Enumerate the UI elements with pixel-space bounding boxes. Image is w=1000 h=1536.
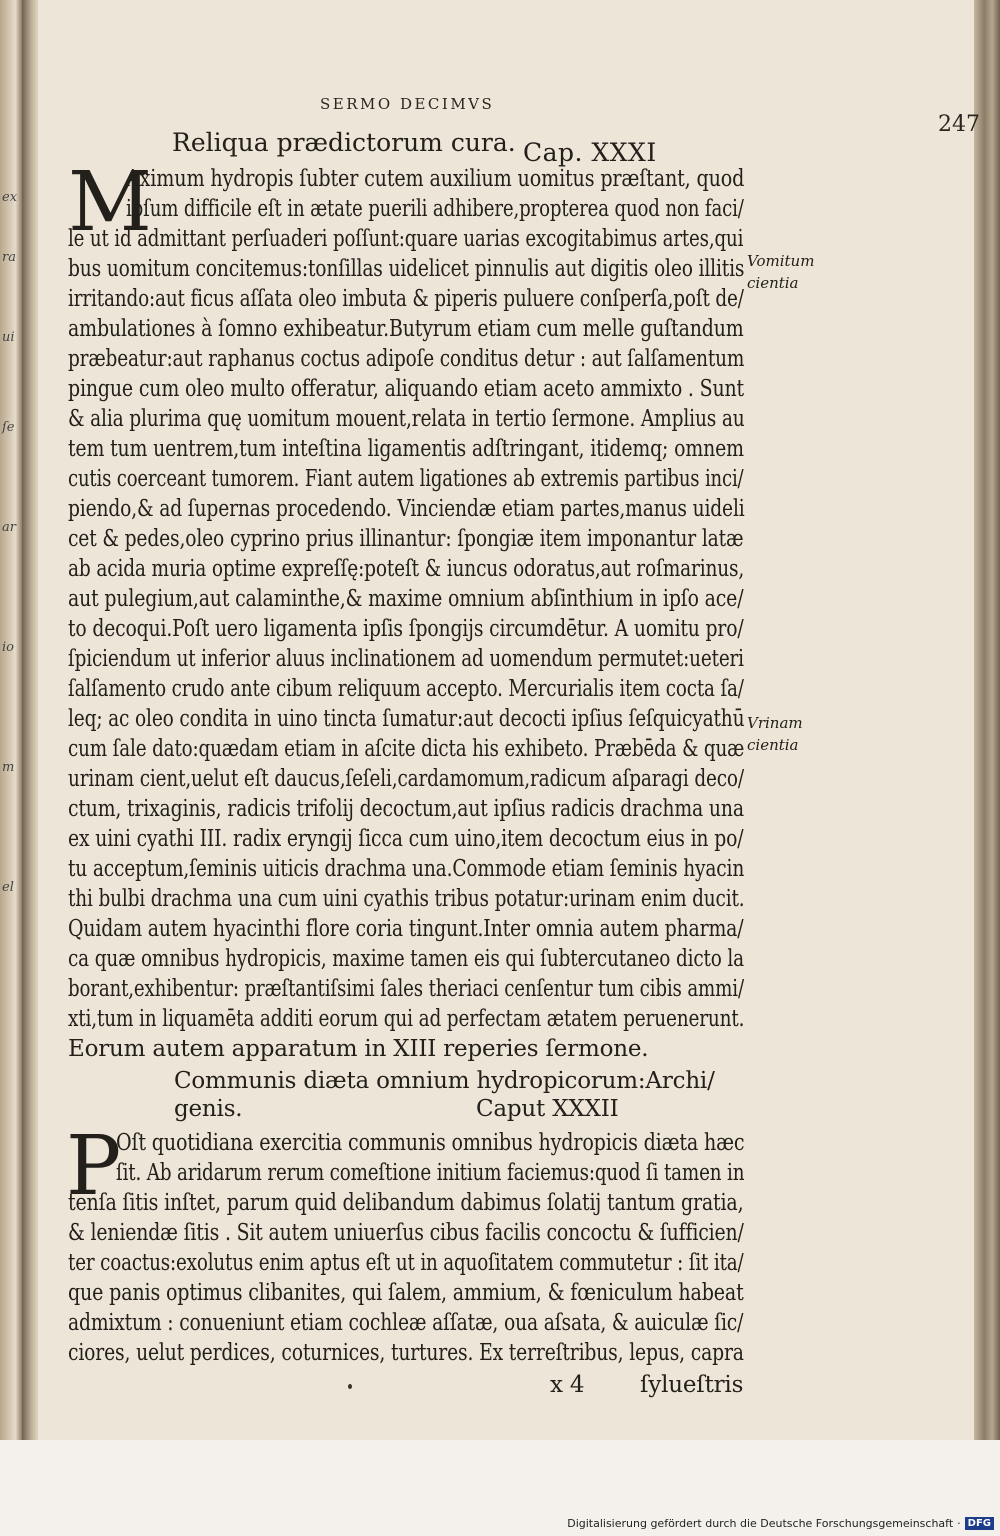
text-line: ciores, uelut perdices, coturnices, turtures. Ex terreſtribus, lepus, capra (68, 1340, 744, 1366)
text-line: xti,tum in liquamēta additi eorum qui ad perfectam ætatem peruenerunt. (68, 1006, 745, 1032)
ink-speck (348, 1384, 352, 1389)
text-line: ca quæ omnibus hydropicis, maxime tamen eis qui ſubtercutaneo dicto la (68, 946, 744, 972)
text-line: Eorum autem apparatum in XIII reperies ſermone. (68, 1036, 649, 1062)
text-line: borant,exhibentur: præſtantiſsimi ſales theriaci cenſentur tum cibis ammi/ (68, 976, 744, 1002)
facing-page-edge (0, 0, 22, 1440)
facing-page-fragment: ar (2, 520, 16, 535)
credit-separator: · (957, 1517, 961, 1530)
text-line: thi bulbi drachma una cum uini cyathis tribus potatur:urinam enim ducit. (68, 886, 745, 912)
facing-page-fragment: ſe (2, 420, 15, 435)
text-line: cutis coerceant tumorem. Fiant autem ligationes ab extremis partibus inci/ (68, 466, 744, 492)
text-line: cum ſale dato:quædam etiam in aſcite dicta his exhibeto. Præbēda & quæ (68, 736, 745, 762)
text-line: ex uini cyathi III. radix eryngij ſicca cum uino,item decoctum eius in po/ (68, 826, 744, 852)
chapter-32-title-line: genis. (174, 1096, 243, 1122)
text-line: tem tum uentrem,tum inteſtina ligamentis adſtringant, itidemq; omnem (68, 436, 744, 462)
margin-note-line: cientia (747, 274, 799, 292)
text-line: ſalſamento crudo ante cibum reliquum accepto. Mercurialis item cocta ſa/ (68, 676, 744, 702)
text-line: leq; ac oleo condita in uino tincta ſumatur:aut decocti ipſius ſeſquicyathū (68, 706, 745, 732)
facing-page-fragment: ui (2, 330, 15, 345)
margin-note-vrinam (747, 712, 803, 756)
footer-strip (0, 1440, 1000, 1536)
margin-note-line: cientia (747, 736, 799, 754)
catchword: ſylueſtris (640, 1372, 744, 1398)
text-line: ter coactus:exolutus enim aptus eſt ut in aquoſitatem commutetur : ſit ita/ (68, 1250, 744, 1276)
dfg-logo-icon: DFG (965, 1517, 994, 1530)
text-line: Quidam autem hyacinthi flore coria tingunt.Inter omnia autem pharma/ (68, 916, 744, 942)
drop-initial-p: P (66, 1119, 122, 1214)
facing-page-fragment: ra (2, 250, 16, 265)
text-line: admixtum : conueniunt etiam cochleæ aſſatæ, oua aſsata, & auiculæ ſic/ (68, 1310, 744, 1336)
text-line: Oſt quotidiana exercitia communis omnibus hydropicis diæta hæc (116, 1130, 745, 1156)
chapter-32-number: Caput XXXII (476, 1096, 619, 1122)
text-line: ambulationes à ſomno exhibeatur.Butyrum etiam cum melle guſtandum (68, 316, 744, 342)
chapter-31-title: Reliqua prædictorum cura. (172, 128, 516, 157)
running-head: SERMO DECIMVS (320, 95, 495, 113)
folio-number: 247 (938, 112, 980, 137)
facing-page-fragment: ex (2, 190, 18, 205)
text-line: que panis optimus clibanites, qui ſalem, ammium, & fœniculum habeat (68, 1280, 744, 1306)
funding-credit (567, 1517, 994, 1530)
credit-text: Digitalisierung gefördert durch die Deutsche Forschungsgemeinschaft (567, 1517, 954, 1530)
text-line: piendo,& ad ſupernas procedendo. Vinciendæ etiam partes,manus uideli (68, 496, 745, 522)
text-line: Aximum hydropis ſubter cutem auxilium uomitus præſtant, quod (126, 166, 745, 192)
facing-page-fragment: io (2, 640, 14, 655)
text-line: pingue cum oleo multo offeratur, aliquando etiam aceto ammixto . Sunt (68, 376, 745, 402)
text-line: ipſum difficile eſt in ætate puerili adhibere,propterea quod non faci/ (126, 196, 744, 222)
margin-note-line: Vrinam (747, 714, 803, 732)
text-line: & leniendæ ſitis . Sit autem uniuerſus cibus facilis concoctu & ſufficien/ (68, 1220, 744, 1246)
text-line: to decoqui.Poſt uero ligamenta ipſis ſpongijs circumdētur. A uomitu pro/ (68, 616, 744, 642)
chapter-32-title-line: Communis diæta omnium hydropicorum:Archi/ (174, 1068, 715, 1094)
text-line: ſit. Ab aridarum rerum comeſtione initium faciemus:quod ſi tamen in (116, 1160, 745, 1186)
margin-note-line: Vomitum (747, 252, 815, 270)
text-line: irritando:aut ficus aſſata oleo imbuta & piperis puluere conſperſa,poſt de/ (68, 286, 744, 312)
text-line: ctum, trixaginis, radicis trifolij decoctum,aut ipſius radicis drachma una (68, 796, 744, 822)
text-line: aut pulegium,aut calaminthe,& maxime omnium abſinthium in ipſo ace/ (68, 586, 744, 612)
drop-initial-m: M (68, 155, 152, 250)
text-line: ſpiciendum ut inferior aluus inclinationem ad uomendum permutet:ueteri (68, 646, 744, 672)
text-line: tenſa ſitis inſtet, parum quid delibandum dabimus ſolatij tantum gratia, (68, 1190, 744, 1216)
text-line: le ut id admittant perſuaderi poſſunt:quare uarias excogitabimus artes,qui (68, 226, 744, 252)
text-line: ab acida muria optime expreſſę:poteſt & iuncus odoratus,aut roſmarinus, (68, 556, 745, 582)
text-line: cet & pedes,oleo cyprino prius illinantur: ſpongiæ item imponantur latæ (68, 526, 744, 552)
text-line: tu acceptum,ſeminis uiticis drachma una.Commode etiam ſeminis hyacin (68, 856, 745, 882)
text-line: præbeatur:aut raphanus coctus adipoſe conditus detur : aut ſalſamentum (68, 346, 745, 372)
margin-note-vomitum (747, 250, 814, 294)
chapter-31-number: Cap. XXXI (523, 138, 657, 167)
text-line: & alia plurima quę uomitum mouent,relata in tertio ſermone. Amplius au (68, 406, 745, 432)
page-edge-right (974, 0, 1000, 1440)
facing-page-fragment: m (2, 760, 15, 775)
facing-page-fragment: el (2, 880, 14, 895)
text-line: bus uomitum concitemus:tonſillas uidelicet pinnulis aut digitis oleo illitis (68, 256, 745, 282)
signature-mark: x 4 (550, 1372, 585, 1398)
text-line: urinam cient,uelut eſt daucus,ſeſeli,cardamomum,radicum aſparagi deco/ (68, 766, 744, 792)
